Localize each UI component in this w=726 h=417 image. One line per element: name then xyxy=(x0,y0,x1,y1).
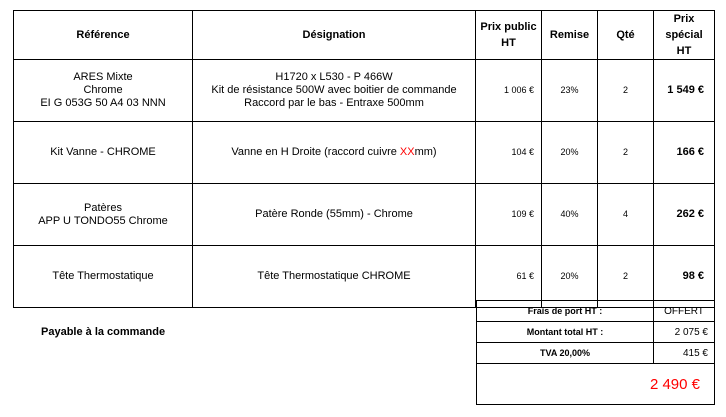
cell-prix-special: 1 549 € xyxy=(654,60,715,122)
cell-qte: 2 xyxy=(598,246,654,308)
header-prix-special-line1: Prix xyxy=(673,13,695,25)
table-header-row xyxy=(14,11,715,60)
vat-label: TVA 20,00% xyxy=(477,343,654,364)
shipping-row xyxy=(477,301,715,322)
cell-prix-special: 262 € xyxy=(654,184,715,246)
designation-highlight: XX xyxy=(399,146,415,158)
cell-reference xyxy=(14,184,193,246)
cell-reference xyxy=(14,246,193,308)
vat-value: 415 € xyxy=(654,343,715,364)
table-row xyxy=(14,184,715,246)
designation-prefix: Vanne en H Droite (raccord cuivre xyxy=(231,146,400,158)
cell-prix-public: 61 € xyxy=(476,246,542,308)
subtotal-label: Montant total HT : xyxy=(477,322,654,343)
grand-total-row xyxy=(477,364,715,405)
cell-remise: 23% xyxy=(542,60,598,122)
shipping-label: Frais de port HT : xyxy=(477,301,654,322)
designation-line: Kit de résistance 500W avec boitier de commande xyxy=(211,84,457,96)
designation-line: Raccord par le bas - Entraxe 500mm xyxy=(244,97,424,109)
cell-designation xyxy=(193,184,476,246)
table-row xyxy=(14,60,715,122)
table-row xyxy=(14,246,715,308)
reference-line: Tête Thermostatique xyxy=(52,270,154,282)
reference-line: Patères xyxy=(84,201,122,214)
cell-designation xyxy=(193,122,476,184)
cell-qte: 2 xyxy=(598,122,654,184)
cell-designation xyxy=(193,246,476,308)
cell-designation xyxy=(193,60,476,122)
cell-remise: 20% xyxy=(542,122,598,184)
vat-row xyxy=(477,343,715,364)
payment-note: Payable à la commande xyxy=(41,326,166,338)
designation-line: Tête Thermostatique CHROME xyxy=(257,270,411,282)
header-prix-special xyxy=(654,11,715,60)
header-qte: Qté xyxy=(598,11,654,60)
designation-suffix: mm) xyxy=(414,146,437,158)
cell-prix-special: 98 € xyxy=(654,246,715,308)
grand-total: 2 490 € xyxy=(477,364,715,405)
reference-line: Kit Vanne - CHROME xyxy=(50,146,156,158)
cell-reference xyxy=(14,122,193,184)
header-remise: Remise xyxy=(542,11,598,60)
header-prix-public xyxy=(476,11,542,60)
header-designation: Désignation xyxy=(193,11,476,60)
header-prix-public-line2: HT xyxy=(501,37,516,49)
table-row xyxy=(14,122,715,184)
subtotal-value: 2 075 € xyxy=(654,322,715,343)
reference-line: ARES Mixte xyxy=(73,71,133,83)
cell-remise: 20% xyxy=(542,246,598,308)
designation-line: H1720 x L530 - P 466W xyxy=(275,71,393,83)
cell-qte: 2 xyxy=(598,60,654,122)
shipping-value: OFFERT xyxy=(654,301,715,322)
header-prix-special-line2: spécial HT xyxy=(665,29,703,57)
subtotal-row xyxy=(477,322,715,343)
reference-line: APP U TONDO55 Chrome xyxy=(38,214,168,227)
cell-remise: 40% xyxy=(542,184,598,246)
designation-line: Patère Ronde (55mm) - Chrome xyxy=(255,208,413,220)
cell-prix-public: 109 € xyxy=(476,184,542,246)
cell-prix-special: 166 € xyxy=(654,122,715,184)
items-table xyxy=(13,10,715,308)
header-prix-public-line1: Prix public xyxy=(480,21,537,33)
cell-prix-public: 104 € xyxy=(476,122,542,184)
totals-table xyxy=(476,300,715,405)
reference-line: EI G 053G 50 A4 03 NNN xyxy=(40,97,166,109)
header-reference: Référence xyxy=(14,11,193,60)
cell-qte: 4 xyxy=(598,184,654,246)
reference-line: Chrome xyxy=(83,84,123,96)
cell-reference xyxy=(14,60,193,122)
cell-prix-public: 1 006 € xyxy=(476,60,542,122)
